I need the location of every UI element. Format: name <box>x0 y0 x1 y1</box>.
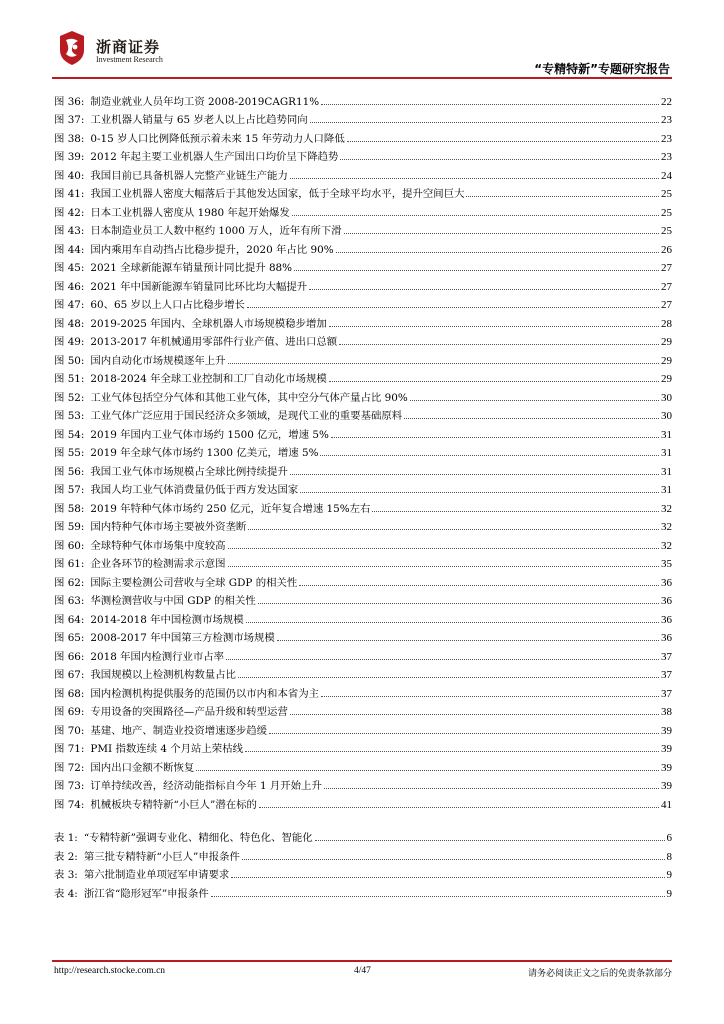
table-toc-entry[interactable] <box>54 826 672 845</box>
entry-label: 图 56: <box>54 465 85 478</box>
entry-label: 图 70: <box>54 724 85 737</box>
dot-leader <box>329 381 659 382</box>
figure-toc-entry[interactable] <box>54 441 672 460</box>
entry-page-number: 31 <box>661 428 672 441</box>
entry-title: 日本制造业员工人数中枢约 1000 万人，近年有所下滑 <box>90 225 342 237</box>
list-spacer <box>54 811 672 826</box>
dot-leader <box>404 418 659 419</box>
entry-page-number: 36 <box>661 632 672 644</box>
footer-page-number: 4/47 <box>354 966 371 976</box>
entry-page-number: 39 <box>661 761 672 774</box>
entry-title: 2018 年国内检测行业市占率 <box>90 650 225 663</box>
entry-label: 图 47: <box>54 299 85 311</box>
entry-label: 图 72: <box>54 761 85 774</box>
table-toc-entry[interactable] <box>54 844 672 863</box>
dot-leader <box>300 492 659 493</box>
entry-title: 2008-2017 年中国第三方检测市场规模 <box>90 632 275 644</box>
dot-leader <box>246 622 659 623</box>
figure-toc-entry[interactable] <box>54 496 672 515</box>
entry-page-number: 36 <box>661 595 672 607</box>
dot-leader <box>320 455 659 456</box>
entry-title: 2019 年国内工业气体市场约 1500 亿元，增速 5% <box>90 428 329 441</box>
entry-label: 图 69: <box>54 706 85 718</box>
dot-leader <box>290 714 659 715</box>
entry-label: 图 54: <box>54 428 85 441</box>
header-divider <box>52 77 672 79</box>
entry-label: 图 74: <box>54 798 85 811</box>
entry-label: 表 4: <box>54 887 78 900</box>
entry-label: 图 64: <box>54 613 85 626</box>
entry-title: 我国规模以上检测机构数量占比 <box>90 669 236 681</box>
page-header <box>0 0 724 80</box>
entry-page-number: 30 <box>661 391 672 404</box>
figure-toc-entry[interactable] <box>54 330 672 349</box>
dot-leader <box>340 159 659 160</box>
dot-leader <box>315 840 665 841</box>
entry-title: 我国目前已具备机器人完整产业链生产能力 <box>90 169 288 182</box>
figure-toc-entry[interactable] <box>54 478 672 497</box>
entry-page-number: 22 <box>661 95 672 108</box>
entry-title: 2013-2017 年机械通用零部件行业产值、进出口总额 <box>90 336 338 348</box>
footer-url-link[interactable]: http://research.stocke.com.cn <box>54 966 166 976</box>
entry-title: 基建、地产、制造业投资增速逐步趋缓 <box>90 724 268 737</box>
dot-leader <box>228 363 660 364</box>
dot-leader <box>331 437 659 438</box>
figure-toc-entry[interactable] <box>54 404 672 423</box>
dot-leader <box>238 677 659 678</box>
dot-leader <box>258 603 659 604</box>
figure-toc-entry[interactable] <box>54 219 672 238</box>
entry-title: 第六批制造业单项冠军申请要求 <box>83 869 230 881</box>
figure-toc-entry[interactable] <box>54 755 672 774</box>
dot-leader <box>242 859 665 860</box>
figure-toc-entry[interactable] <box>54 367 672 386</box>
page-footer <box>54 964 672 980</box>
entry-page-number: 37 <box>661 687 672 700</box>
entry-label: 图 52: <box>54 391 85 404</box>
entry-title: 浙江省“隐形冠军”申报条件 <box>83 887 209 900</box>
dot-leader <box>228 548 660 549</box>
dot-leader <box>294 270 659 271</box>
entry-title: 专用设备的突围路径—产品升级和转型运营 <box>90 706 288 718</box>
footer-disclaimer: 请务必阅读正文之后的免责条款部分 <box>527 969 672 979</box>
dot-leader <box>329 326 659 327</box>
entry-page-number: 39 <box>661 780 672 792</box>
entry-page-number: 9 <box>666 887 672 900</box>
entry-page-number: 6 <box>666 832 672 844</box>
figure-toc-entry[interactable] <box>54 385 672 404</box>
entry-label: 图 37: <box>54 114 85 126</box>
entry-page-number: 36 <box>661 576 672 589</box>
entry-label: 图 62: <box>54 576 85 589</box>
entry-title: 国内自动化市场规模逐年上升 <box>90 354 226 367</box>
figure-toc-entry[interactable] <box>54 774 672 793</box>
table-toc-entry[interactable] <box>54 881 672 900</box>
entry-label: 图 40: <box>54 169 85 182</box>
entry-title: “专精特新”强调专业化、精细化、特色化、智能化 <box>83 832 313 844</box>
entry-page-number: 9 <box>666 869 672 881</box>
dot-leader <box>347 141 659 142</box>
entry-title: 工业气体包括空分气体和其他工业气体，其中空分气体产量占比 90% <box>90 391 408 404</box>
entry-title: 2018-2024 年全球工业控制和工厂自动化市场规模 <box>90 373 327 385</box>
dot-leader <box>336 252 659 253</box>
entry-label: 图 60: <box>54 539 85 552</box>
table-list <box>54 826 672 900</box>
entry-label: 图 44: <box>54 243 85 256</box>
dot-leader <box>321 696 659 697</box>
entry-title: 第三批专精特新“小巨人”申报条件 <box>83 850 240 863</box>
figure-toc-entry[interactable] <box>54 459 672 478</box>
entry-title: 国际主要检测公司营收与全球 GDP 的相关性 <box>90 576 298 589</box>
entry-label: 图 59: <box>54 521 85 533</box>
figure-toc-entry[interactable] <box>54 256 672 275</box>
dot-leader <box>299 585 659 586</box>
entry-page-number: 37 <box>661 669 672 681</box>
entry-title: 我国人均工业气体消费量仍低于西方发达国家 <box>90 484 299 496</box>
figure-toc-entry[interactable] <box>54 718 672 737</box>
entry-title: 我国工业气体市场规模占全球比例持续提升 <box>90 465 288 478</box>
entry-page-number: 25 <box>661 225 672 237</box>
entry-label: 图 48: <box>54 317 85 330</box>
entry-label: 图 38: <box>54 132 85 145</box>
entry-title: 我国工业机器人密度大幅落后于其他发达国家，低于全球平均水平，提升空间巨大 <box>90 188 465 200</box>
entry-page-number: 32 <box>661 502 672 515</box>
entry-title: 2019 年全球气体市场约 1300 亿美元，增速 5% <box>90 447 319 459</box>
table-toc-entry[interactable] <box>54 863 672 882</box>
figure-toc-entry[interactable] <box>54 108 672 127</box>
figure-toc-entry[interactable] <box>54 626 672 645</box>
entry-title: 全球特种气体市场集中度较高 <box>90 539 226 552</box>
figure-toc-entry[interactable] <box>54 644 672 663</box>
entry-title: 国内特种气体市场主要被外资垄断 <box>90 521 247 533</box>
entry-title: 工业气体广泛应用于国民经济众多领域，是现代工业的重要基础原料 <box>90 410 403 422</box>
entry-label: 图 43: <box>54 225 85 237</box>
entry-page-number: 26 <box>661 243 672 256</box>
entry-page-number: 29 <box>661 336 672 348</box>
entry-title: 2021 全球新能源车销量预计同比提升 88% <box>90 262 293 274</box>
entry-page-number: 36 <box>661 613 672 626</box>
entry-title: 0-15 岁人口比例降低预示着未来 15 年劳动力人口降低 <box>90 132 345 145</box>
dot-leader <box>321 104 659 105</box>
entry-title: 2012 年起主要工业机器人生产国出口均价呈下降趋势 <box>90 151 339 163</box>
entry-page-number: 41 <box>661 798 672 811</box>
dot-leader <box>292 215 659 216</box>
dot-leader <box>247 307 659 308</box>
figure-toc-entry[interactable] <box>54 663 672 682</box>
dot-leader <box>231 877 664 878</box>
figure-toc-entry[interactable] <box>54 533 672 552</box>
entry-title: 2014-2018 年中国检测市场规模 <box>90 613 244 626</box>
entry-label: 图 66: <box>54 650 85 663</box>
dot-leader <box>196 770 659 771</box>
entry-page-number: 23 <box>661 132 672 145</box>
dot-leader <box>228 566 660 567</box>
figure-toc-entry[interactable] <box>54 792 672 811</box>
figure-toc-entry[interactable] <box>54 552 672 571</box>
figure-toc-entry[interactable] <box>54 163 672 182</box>
entry-label: 图 36: <box>54 95 85 108</box>
entry-label: 图 65: <box>54 632 85 644</box>
figure-toc-entry[interactable] <box>54 145 672 164</box>
figure-toc-entry[interactable] <box>54 515 672 534</box>
figure-toc-entry[interactable] <box>54 348 672 367</box>
entry-label: 表 3: <box>54 869 78 881</box>
entry-page-number: 29 <box>661 354 672 367</box>
dot-leader <box>344 233 659 234</box>
logo-english-name: Investment Research <box>96 55 163 64</box>
figure-toc-entry[interactable] <box>54 182 672 201</box>
entry-page-number: 39 <box>661 724 672 737</box>
figure-toc-entry[interactable] <box>54 311 672 330</box>
entry-page-number: 31 <box>661 484 672 496</box>
dot-leader <box>211 896 665 897</box>
entry-title: 企业各环节的检测需求示意图 <box>90 558 226 570</box>
entry-title: 机械板块专精特新“小巨人”潜在标的 <box>90 798 257 811</box>
entry-page-number: 30 <box>661 410 672 422</box>
entry-label: 图 41: <box>54 188 85 200</box>
entry-label: 图 58: <box>54 502 85 515</box>
entry-title: 制造业就业人员年均工资 2008-2019CAGR11% <box>90 95 320 108</box>
entry-page-number: 37 <box>661 650 672 663</box>
entry-page-number: 25 <box>661 206 672 219</box>
dot-leader <box>259 807 659 808</box>
entry-page-number: 39 <box>661 743 672 755</box>
entry-label: 图 46: <box>54 280 85 293</box>
dot-leader <box>309 289 659 290</box>
entry-label: 图 61: <box>54 558 85 570</box>
entry-page-number: 27 <box>661 299 672 311</box>
report-title: “专精特新”专题研究报告 <box>534 62 670 76</box>
entry-page-number: 32 <box>661 521 672 533</box>
entry-label: 图 39: <box>54 151 85 163</box>
entry-page-number: 29 <box>661 373 672 385</box>
dot-leader <box>226 659 659 660</box>
company-logo <box>54 28 214 72</box>
entry-page-number: 28 <box>661 317 672 330</box>
logo-chinese-name: 浙商证券 <box>96 38 161 56</box>
table-of-contents <box>54 89 672 900</box>
entry-label: 图 57: <box>54 484 85 496</box>
dot-leader <box>245 751 659 752</box>
figure-toc-entry[interactable] <box>54 700 672 719</box>
entry-label: 图 73: <box>54 780 85 792</box>
figure-toc-entry[interactable] <box>54 274 672 293</box>
entry-title: 2021 年中国新能源车销量同比环比均大幅提升 <box>90 280 308 293</box>
entry-label: 图 45: <box>54 262 85 274</box>
dot-leader <box>269 733 659 734</box>
figure-toc-entry[interactable] <box>54 681 672 700</box>
entry-page-number: 23 <box>661 151 672 163</box>
entry-page-number: 35 <box>661 558 672 570</box>
entry-label: 表 2: <box>54 850 78 863</box>
dot-leader <box>277 640 659 641</box>
dot-leader <box>372 511 659 512</box>
dot-leader <box>324 788 659 789</box>
entry-label: 图 51: <box>54 373 85 385</box>
dot-leader <box>290 178 659 179</box>
entry-label: 图 71: <box>54 743 85 755</box>
entry-title: PMI 指数连续 4 个月站上荣枯线 <box>90 743 243 755</box>
entry-title: 国内检测机构提供服务的范围仍以市内和本省为主 <box>90 687 320 700</box>
entry-title: 国内出口金额不断恢复 <box>90 761 195 774</box>
dot-leader <box>466 196 659 197</box>
entry-title: 工业机器人销量与 65 岁老人以上占比趋势同向 <box>90 114 308 126</box>
entry-label: 图 67: <box>54 669 85 681</box>
figure-toc-entry[interactable] <box>54 200 672 219</box>
entry-title: 日本工业机器人密度从 1980 年起开始爆发 <box>90 206 290 219</box>
figure-toc-entry[interactable] <box>54 293 672 312</box>
entry-title: 订单持续改善，经济动能指标自今年 1 月开始上升 <box>90 780 322 792</box>
entry-page-number: 25 <box>661 188 672 200</box>
entry-page-number: 31 <box>661 447 672 459</box>
logo-emblem-icon <box>54 28 90 68</box>
entry-page-number: 23 <box>661 114 672 126</box>
entry-label: 图 42: <box>54 206 85 219</box>
entry-title: 2019 年特种气体市场约 250 亿元，近年复合增速 15%左右 <box>90 502 371 515</box>
dot-leader <box>248 529 659 530</box>
entry-page-number: 27 <box>661 262 672 274</box>
entry-title: 2019-2025 年国内、全球机器人市场规模稳步增加 <box>90 317 327 330</box>
figure-toc-entry[interactable] <box>54 126 672 145</box>
figure-list <box>54 89 672 811</box>
dot-leader <box>310 122 659 123</box>
figure-toc-entry[interactable] <box>54 570 672 589</box>
entry-label: 图 53: <box>54 410 85 422</box>
footer-divider <box>52 960 672 962</box>
entry-page-number: 32 <box>661 539 672 552</box>
entry-page-number: 24 <box>661 169 672 182</box>
entry-title: 60、65 岁以上人口占比稳步增长 <box>90 299 245 311</box>
dot-leader <box>339 344 659 345</box>
entry-title: 国内乘用车自动挡占比稳步提升，2020 年占比 90% <box>90 243 334 256</box>
entry-label: 图 49: <box>54 336 85 348</box>
figure-toc-entry[interactable] <box>54 422 672 441</box>
figure-toc-entry[interactable] <box>54 607 672 626</box>
figure-toc-entry[interactable] <box>54 237 672 256</box>
entry-title: 华测检测营收与中国 GDP 的相关性 <box>90 595 256 607</box>
entry-page-number: 31 <box>661 465 672 478</box>
entry-label: 图 68: <box>54 687 85 700</box>
dot-leader <box>410 400 659 401</box>
entry-label: 图 63: <box>54 595 85 607</box>
entry-page-number: 27 <box>661 280 672 293</box>
entry-label: 表 1: <box>54 832 78 844</box>
figure-toc-entry[interactable] <box>54 89 672 108</box>
entry-page-number: 38 <box>661 706 672 718</box>
dot-leader <box>290 474 659 475</box>
entry-page-number: 8 <box>666 850 672 863</box>
figure-toc-entry[interactable] <box>54 737 672 756</box>
figure-toc-entry[interactable] <box>54 589 672 608</box>
entry-label: 图 55: <box>54 447 85 459</box>
entry-label: 图 50: <box>54 354 85 367</box>
